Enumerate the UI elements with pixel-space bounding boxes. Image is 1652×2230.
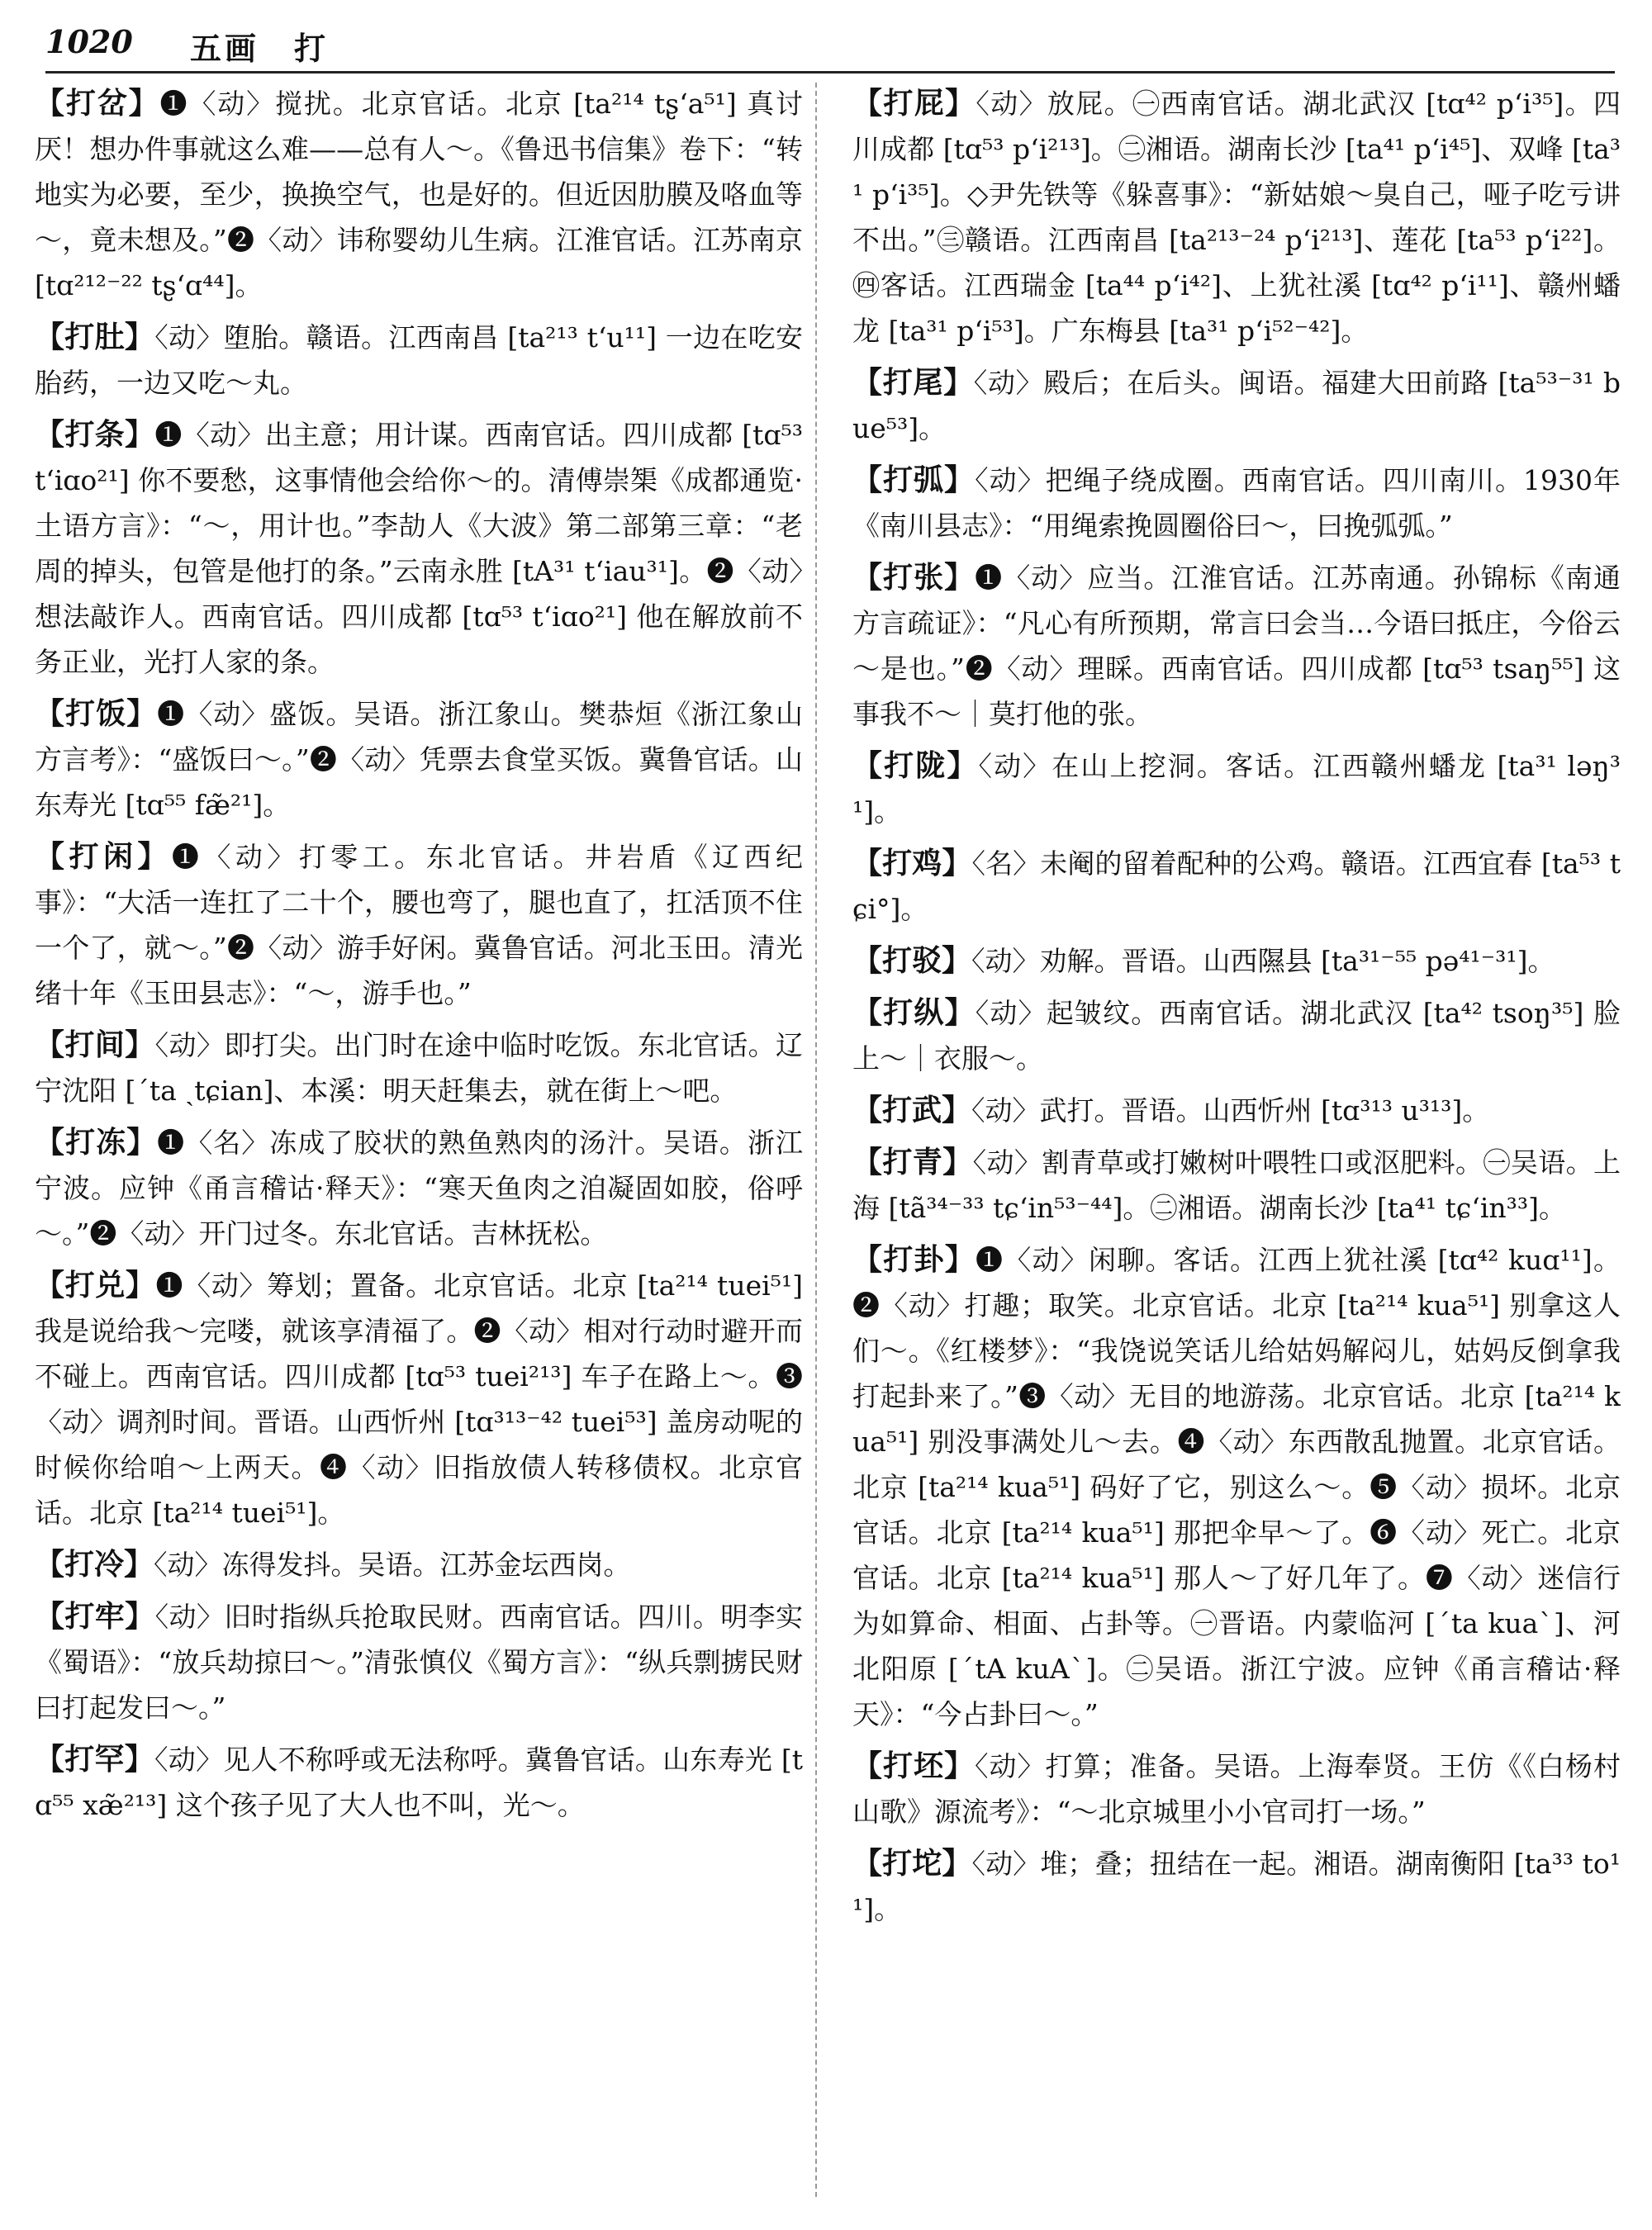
left-column (35, 81, 803, 2208)
entry-headword: 【打纵】 (852, 995, 976, 1030)
column-divider (815, 83, 817, 2197)
entry-text: ❶〈动〉盛饭。吴语。浙江象山。樊恭烜《浙江象山方言考》：“盛饭曰～。”❷〈动〉凭票去食堂买饭。冀鲁官话。山东寿光 [tɑ⁵⁵ fæ̃²¹]。 (35, 698, 803, 821)
entry-text: ❶〈动〉应当。江淮官话。江苏南通。孙锦标《南通方言疏证》：“凡心有所预期，常言曰会当…今语曰抵庄，今俗云～是也。”❷〈动〉理睬。西南官话。四川成都 [tɑ⁵³ tsaŋ⁵⁵] 这事我不～｜莫打他的张。 (852, 562, 1621, 730)
entry-text: 〈动〉冻得发抖。吴语。江苏金坛西岗。 (154, 1549, 631, 1581)
entry-headword: 【打肚】 (35, 320, 155, 354)
entry-text: 〈动〉放屁。㊀西南官话。湖北武汉 [tɑ⁴² pʻi³⁵]。四川成都 [tɑ⁵³ pʻi²¹³]。㊁湘语。湖南长沙 [ta⁴¹ pʻi⁴⁵]、双峰 [ta³¹ pʻi³⁵]。◇尹先铁等《躲喜事》：“新姑娘～臭自己，哑子吃亏讲不出。”㊂赣语。江西南昌 [ta²¹³⁻²⁴ pʻi²¹³]、莲花 [ta⁵³ pʻi²²]。㊃客话。江西瑞金 [ta⁴⁴ pʻi⁴²]、上犹社溪 [tɑ⁴² pʻi¹¹]、赣州蟠龙 [ta³¹ pʻi⁵³]。广东梅县 [ta³¹ pʻi⁵²⁻⁴²]。 (852, 88, 1621, 347)
entry-headword: 【打冷】 (35, 1547, 154, 1582)
entry-headword: 【打坯】 (852, 1748, 975, 1783)
dictionary-entry (852, 841, 1621, 932)
entry-headword: 【打闲】 (35, 839, 172, 874)
dictionary-entry (35, 412, 803, 685)
entry-text: 〈动〉割青草或打嫩树叶喂牲口或沤肥料。㊀吴语。上海 [tã³⁴⁻³³ tɕʻin⁵³⁻⁴⁴]。㊁湘语。湖南长沙 [ta⁴¹ tɕʻin³³]。 (852, 1146, 1621, 1224)
entry-text: 〈动〉劝解。晋语。山西隰县 [ta³¹⁻⁵⁵ pə⁴¹⁻³¹]。 (971, 945, 1555, 977)
entry-text: ❶〈动〉搅扰。北京官话。北京 [ta²¹⁴ tʂʻa⁵¹] 真讨厌！想办件事就这么难——总有人～。《鲁迅书信集》卷下：“转地实为必要，至少，换换空气，也是好的。但近因肋膜及咯血等～，竟未想及。”❷〈动〉讳称婴幼儿生病。江淮官话。江苏南京 [tɑ²¹²⁻²² tʂʻɑ⁴⁴]。 (35, 88, 803, 301)
entry-text: 〈动〉在山上挖洞。客话。江西赣州蟠龙 [ta³¹ ləŋ³¹]。 (852, 750, 1621, 828)
dictionary-entry (35, 1594, 803, 1730)
entry-text: 〈动〉堕胎。赣语。江西南昌 [ta²¹³ tʻu¹¹] 一边在吃安胎药，一边又吃～丸。 (35, 321, 803, 399)
dictionary-entry (852, 555, 1621, 737)
dictionary-entry (852, 1841, 1621, 1932)
entry-text: ❶〈名〉冻成了胶状的熟鱼熟肉的汤汁。吴语。浙江宁波。应钟《甬言稽诂·释天》：“寒天鱼肉之洎凝固如胶，俗呼～。”❷〈动〉开门过冬。东北官话。吉林抚松。 (35, 1127, 803, 1250)
entry-headword: 【打弧】 (852, 463, 976, 497)
dictionary-entry (852, 743, 1621, 834)
dictionary-entry (35, 81, 803, 308)
entry-headword: 【打岔】 (35, 86, 160, 121)
entry-headword: 【打屁】 (852, 86, 976, 121)
dictionary-entry (852, 990, 1621, 1081)
entry-headword: 【打武】 (852, 1093, 972, 1127)
entry-text: 〈动〉殿后；在后头。闽语。福建大田前路 [ta⁵³⁻³¹ bue⁵³]。 (852, 367, 1621, 444)
dictionary-entry (852, 81, 1621, 353)
entry-text: 〈动〉即打尖。出门时在途中临时吃饭。东北官话。辽宁沈阳 [ˊta ˏtɕian]、本溪：明天赶集去，就在街上～吧。 (35, 1029, 803, 1107)
entry-headword: 【打驳】 (852, 943, 972, 978)
dictionary-entry (35, 1263, 803, 1535)
entry-headword: 【打青】 (852, 1145, 973, 1179)
entry-text: 〈动〉堆；叠；扭结在一起。湘语。湖南衡阳 [ta³³ to¹¹]。 (852, 1848, 1621, 1925)
entry-headword: 【打卦】 (852, 1242, 976, 1277)
entry-headword: 【打坨】 (852, 1846, 972, 1881)
entry-text: 〈动〉打算；准备。吴语。上海奉贤。王仿《《白杨村山歌》源流考》：“～北京城里小小官司打一场。” (852, 1750, 1621, 1828)
entry-headword: 【打罕】 (35, 1742, 154, 1777)
dictionary-entry (35, 1022, 803, 1113)
page-header (45, 20, 1615, 74)
dictionary-entry (35, 1120, 803, 1256)
entry-headword: 【打牢】 (35, 1599, 155, 1634)
dictionary-entry (35, 834, 803, 1016)
right-column (852, 81, 1621, 2208)
header-title: 五画 打 (190, 30, 330, 67)
dictionary-entry (35, 691, 803, 828)
dictionary-entry (35, 315, 803, 406)
entry-headword: 【打张】 (852, 560, 976, 595)
entry-headword: 【打鸡】 (852, 846, 972, 880)
entry-text: ❶〈动〉闲聊。客话。江西上犹社溪 [tɑ⁴² kuɑ¹¹]。❷〈动〉打趣；取笑。北京官话。北京 [ta²¹⁴ kua⁵¹] 别拿这人们～。《红楼梦》：“我饶说笑话儿给姑妈解闷儿，姑妈反倒拿我打起卦来了。”❸〈动〉无目的地游荡。北京官话。北京 [ta²¹⁴ kua⁵¹] 别没事满处儿～去。❹〈动〉东西散乱抛置。北京官话。北京 [ta²¹⁴ kua⁵¹] 码好了它，别这么～。❺〈动〉损坏。北京官话。北京 [ta²¹⁴ kua⁵¹] 那把伞早～了。❻〈动〉死亡。北京官话。北京 [ta²¹⁴ kua⁵¹] 那人～了好几年了。❼〈动〉迷信行为如算命、相面、占卦等。㊀晋语。内蒙临河 [ˊta kuaˋ]、河北阳原 [ˊtA kuAˋ]。㊁吴语。浙江宁波。应钟《甬言稽诂·释天》：“今占卦曰～。” (852, 1244, 1621, 1730)
entry-headword: 【打间】 (35, 1027, 155, 1062)
page-number: 1020 (45, 23, 133, 60)
entry-text: 〈名〉未阉的留着配种的公鸡。赣语。江西宜春 [ta⁵³ tɕi°]。 (852, 847, 1621, 925)
entry-text: 〈动〉起皱纹。西南官话。湖北武汉 [ta⁴² tsoŋ³⁵] 脸上～｜衣服～。 (852, 997, 1621, 1075)
entry-text: ❶〈动〉打零工。东北官话。井岩盾《辽西纪事》：“大活一连扛了二十个，腰也弯了，腿也直了，扛活顶不住一个了，就～。”❷〈动〉游手好闲。冀鲁官话。河北玉田。清光绪十年《玉田县志》：“～，游手也。” (35, 841, 803, 1009)
entry-text: 〈动〉武打。晋语。山西忻州 [tɑ³¹³ u³¹³]。 (971, 1094, 1490, 1127)
dictionary-entry (852, 360, 1621, 451)
dictionary-entry (852, 458, 1621, 548)
entry-headword: 【打兑】 (35, 1268, 156, 1302)
dictionary-entry (35, 1542, 803, 1587)
dictionary-entry (852, 1237, 1621, 1737)
dictionary-entry (852, 938, 1621, 984)
entry-headword: 【打冻】 (35, 1125, 158, 1160)
entry-headword: 【打饭】 (35, 696, 158, 731)
dictionary-entry (852, 1744, 1621, 1834)
entry-text: 〈动〉见人不称呼或无法称呼。冀鲁官话。山东寿光 [tɑ⁵⁵ xæ̃²¹³] 这个孩子见了大人也不叫，光～。 (35, 1744, 803, 1821)
dictionary-entry (852, 1140, 1621, 1231)
entry-text: ❶〈动〉筹划；置备。北京官话。北京 [ta²¹⁴ tuei⁵¹] 我是说给我～完喽，就该享清福了。❷〈动〉相对行动时避开而不碰上。西南官话。四川成都 [tɑ⁵³ tuei²¹³] 车子在路上～。❸〈动〉调剂时间。晋语。山西忻州 [tɑ³¹³⁻⁴² tuei⁵³] 盖房动呢的时候你给咱～上两天。❹〈动〉旧指放债人转移债权。北京官话。北京 [ta²¹⁴ tuei⁵¹]。 (35, 1269, 803, 1529)
entry-text: 〈动〉把绳子绕成圈。西南官话。四川南川。1930年《南川县志》：“用绳索挽圆圈俗曰～，曰挽弧弧。” (852, 464, 1621, 542)
entry-headword: 【打尾】 (852, 365, 974, 400)
entry-headword: 【打陇】 (852, 748, 979, 783)
dictionary-entry (35, 1737, 803, 1828)
entry-text: 〈动〉旧时指纵兵抢取民财。西南官话。四川。明李实《蜀语》：“放兵劫掠曰～。”清张慎仪《蜀方言》：“纵兵剽掳民财曰打起发曰～。” (35, 1601, 803, 1724)
entry-text: ❶〈动〉出主意；用计谋。西南官话。四川成都 [tɑ⁵³ tʻiɑo²¹] 你不要愁，这事情他会给你～的。清傅崇榘《成都通览·土语方言》：“～，用计也。”李劼人《大波》第二部第三章：“老周的掉头，包管是他打的条。”云南永胜 [tA³¹ tʻiau³¹]。❷〈动〉想法敲诈人。西南官话。四川成都 [tɑ⁵³ tʻiɑo²¹] 他在解放前不务正业，光打人家的条。 (35, 419, 803, 678)
entry-headword: 【打条】 (35, 417, 155, 452)
dictionary-entry (852, 1088, 1621, 1133)
